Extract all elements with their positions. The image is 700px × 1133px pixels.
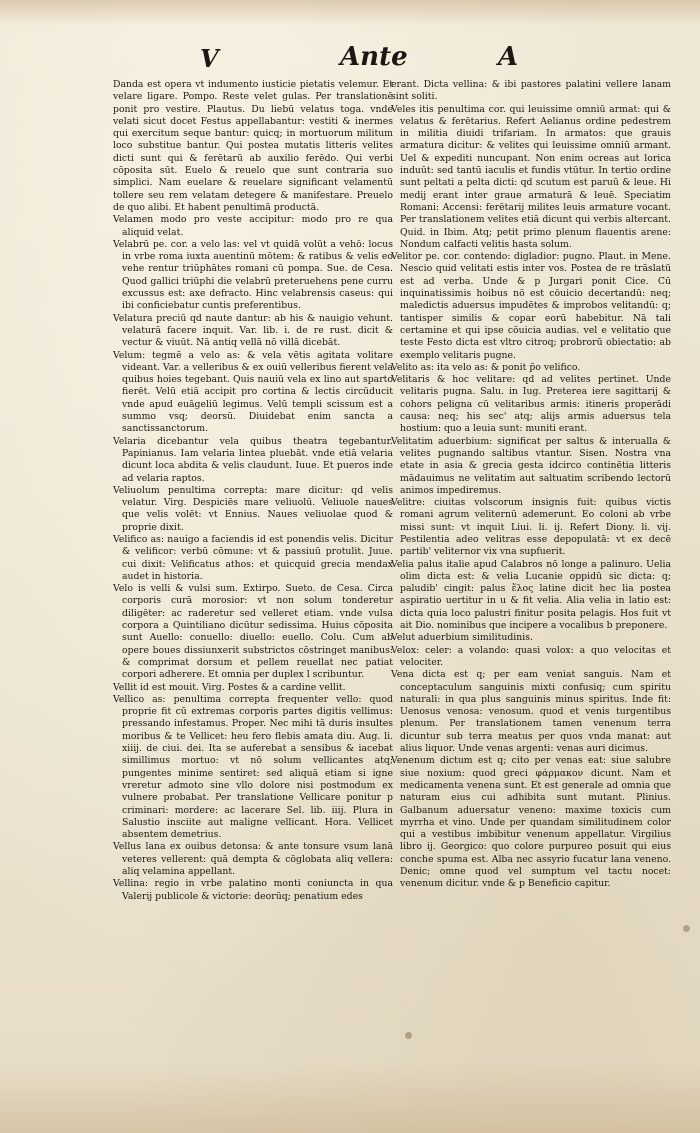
header-title: Ante <box>340 42 408 72</box>
header-letter-right: A <box>498 42 519 72</box>
dictionary-entry: Velaria dicebantur vela quibus theatra tegebantur. Papinianus. Iam velaria lintea pluebāt. vnde etiā velaria dicunt loca abdita & velis claudunt. Iuue. Et pueros inde ad velaria raptos. <box>113 435 393 484</box>
page-blemish <box>683 925 690 932</box>
page-blemish <box>405 1032 412 1039</box>
left-text-column <box>113 79 393 903</box>
dictionary-entry: Velut aduerbium similitudinis. <box>391 632 533 644</box>
dictionary-entry: Vellit id est mouit. Virg. Postes & a cardine vellit. <box>113 681 346 693</box>
dictionary-entry: Venenum dictum est q; cito per venas eat: siue salubre siue noxium: quod greci φάρμακον dicunt. Nam et medicamenta venena sunt. Et est generale ad omnia que naturam eius cui adhibita sunt mutant. Plinius. Galbanum aduersatur veneno: maxime toxicis cum myrrha et vino. Unde per quandam similitudinem color qui a vestibus imbibitur venenum appellatur. Virgilius libro ij. Georgico: quo colore purpureo posuit qui eius conche spuma est. Alba nec assyrio fucatur lana veneno. Denic; omne quod vel sumptum vel tactu nocet: venenum dicitur. vnde & p Beneficio capitur. <box>391 755 671 890</box>
running-header <box>0 38 700 78</box>
dictionary-entry: Danda est opera vt indumento iusticie pietatis velemur. Et velare ligare. Pompo. Reste velet gulas. Per translationē ponit pro vestire. Plautus. Du liebū velatus toga. vnde velati sicut docet Festus appellabantur: vestiti & inermes qui exercitum seque bantur: quicq; in mortuorum militum loco substitue bantur. Qui postea mutatis litteris velites dicti sunt qui & ferētarū ab auxilio ferēdo. Qui verbi cōposita sūt. Euelo & reuelo que sunt contraria suo simplici. Nam euelare & reuelare significant velamentū tollere seu rem velatam detegere & manifestare. Preuelo de quo alibi. Et habent penultimā productā. <box>113 79 393 213</box>
header-letter-left: V <box>200 44 219 73</box>
page-stain-top <box>0 0 700 26</box>
dictionary-entry: Veles itis penultima cor. qui leuissime omniū armat: qui & velatus & ferētarius. Refert Aelianus ordine pedestrem in militia diuidi trifariam. In armatos: que grauis armatura dicitur: & velites qui leuissime omniū armant. Uel & expediti nuncupant. Non enim ocreas aut lorica induūt: sed tantū iaculis et fundis vtūtur. In tertio ordine sunt peltati a pelta dicti: qd scutum est paruū & leue. Hi medij erant inter graue armaturā & leuē. Speciatim Romani: Accensi: ferētarij milites leuis armature vocant. Per translationem velites etiā dicunt qui verbis altercant. Quid. in Ibim. Atq; petit primo plenum flauentis arene: Nondum calfacti velitis hasta solum. <box>391 103 671 250</box>
dictionary-entry: Velito as: ita velo as: & ponit p̄o velifico. <box>391 361 581 373</box>
page-stain-bottom <box>0 1063 700 1133</box>
dictionary-entry: Vellina: regio in vrbe palatino monti coniuncta in qua Valerij publicole & victorie: deorūq; penatium edes <box>113 878 393 902</box>
dictionary-entry: erant. Dicta vellina: & ibi pastores palatini vellere lanam sint soliti. <box>391 79 671 103</box>
dictionary-entry: Vellus lana ex ouibus detonsa: & ante tonsure vsum lanā veteres vellerent: quā dempta & cōglobata aliq vellera: aliq velamina appellant. <box>113 841 393 877</box>
dictionary-entry: Veliuolum penultima correpta: mare dicitur: qd velis velatur. Virg. Despiciēs mare veliuolū. Veliuole naues que velis volēt: vt Ennius. Naues veliuolae quod & proprie dixit. <box>113 484 393 533</box>
dictionary-entry: Velatura preciū qd naute dantur: ab his & nauigio vehunt. velaturā facere inquit. Var. lib. i. de re rust. dicit & vectur & viuūt. Nā antiq vellā nō villā dicebāt. <box>113 312 393 349</box>
dictionary-entry: Velitre: ciuitas volscorum insignis fuit: quibus victis romani agrum veliternū ademerunt. Eo coloni ab vrbe missi sunt: vt inquit Liui. li. ij. Refert Diony. li. vij. Pestilentia adeo velitras esse depopulatā: vt ex decē partib' veliternor vix vna supfuerit. <box>391 497 671 558</box>
dictionary-entry: Velabrū pe. cor. a velo las: vel vt quidā volūt a vehō: locus in vrbe roma iuxta auentinū mōtem: & ratibus & velis eo vehe rentur triūphātes romani cū pompa. Sue. de Cesa. Quod gallici triūphi die velabrū preteruehens pene curru excussus est: axe defracto. Hinc velabrensis caseus: qui ibi conficiebatur cuntis preferentibus. <box>113 238 393 312</box>
dictionary-entry: Velitor pe. cor. contendo: digladior: pugno. Plaut. in Mene. Nescio quid velitati estis inter vos. Postea de re trāslatū est ad verba. Unde & p Jurgari ponit Cice. Cū inquinatissimis hoibus nō est cōuicio decertandū: neq; maledictis aduersus impudētes & improbos velitandū: q; tantisper similis & copar eorū habebitur. Nā tali certamine et qui ipse cōuicia audias. vel e velitatio que teste Festo dicta est vltro citroq; probrorū obiectatio: ab exemplo velitaris pugne. <box>391 251 671 361</box>
right-text-column <box>391 79 671 891</box>
dictionary-entry: Velifico as: nauigo a faciendis id est ponendis velis. Dicitur & velificor: verbū cōmune: vt & passiuū protulit. Juue. cui dixit: Velificatus athos: et quicquid grecia mendax audet in historia. <box>113 533 393 582</box>
dictionary-entry: Velitatim aduerbium: significat per saltus & interualla & velites pugnando saltibus vtantur. Sisen. Nostra vna etate in asia & grecia gesta idcirco continētia litteris mādauimus ne velitatim aut saltuatim scribendo lectorū animos impediremus. <box>391 435 671 496</box>
dictionary-entry: Vena dicta est q; per eam veniat sanguis. Nam et conceptaculum sanguinis mixti confusiq; cum spiritu naturali: in qua plus sanguinis minus spiritus. Inde fit: Uenosus venosa: venosum. quod et venis turgentibus plenum. Per translationem tamen venenum terra dicuntur sub terra meatus per quos vnda manat: aut alius liquor. Unde venas argenti: venas auri dicimus. <box>391 669 671 755</box>
dictionary-entry: Velum: tegmē a velo as: & vela vētis agitata volitare videant. Var. a velleribus & ex ouiū velleribus fierent vela quibus hoies tegebant. Quis nauiū vela ex lino aut sparto fierēt. Velū etiā accipit pro cortina & lectis circūducit vnde apud euāgeliū legimus. Velū templi scissum est a summo vsq; deorsū. Diuidebat enim sancta a sanctissanctorum. <box>113 349 393 435</box>
dictionary-entry: Velia palus italie apud Calabros nō longe a palinuro. Uelia olim dicta est: & velia Lucanie oppidū sic dicta: q; paludib' cingit: palus ἕλος latine dicit hec lia postea aspiratio uertitur in u & fit velia. Alia velia in latio est: dicta quia loco palustri finitur posita pelagis. Hos fuit vt ait Dio. nominibus que incipere a vocalibus b preponere. <box>391 558 671 632</box>
dictionary-entry: Velitaris & hoc velitare: qd ad velites pertinet. Unde velitaris pugna. Salu. in Iug. Preterea iere sagittarij & cohors peligna cū velitaribus armis: itineris properādi causa: neq; his sec' atq; alijs armis aduersus tela hostium: quo a leuia sunt: muniti erant. <box>391 374 671 435</box>
dictionary-entry: Vellico as: penultima correpta frequenter vello: quod proprie fit cū extremas corporis partes digitis vellimus: pressando infestamus. Proper. Nec mihi tā duris insultes moribus & te Vellicet: heu fero flebis amata diu. Aug. li. xiiij. de ciui. dei. Ita se auferebat a sensibus & iacebat simillimus mortuo: vt nō solum vellicantes atq; pungentes minime sentiret: sed aliquā etiam si igne vreretur admoto sine vllo dolore nisi postmodum ex vulnere probabat. Per translatione Vellicare ponitur p criminari: mordere: ac lacerare Sel. lib. iiij. Plura in Salustio insciite aut maligne vellicant. Hora. Vellicet absentem demetrius. <box>113 693 393 841</box>
dictionary-entry: Velo is velli & vulsi sum. Extirpo. Sueto. de Cesa. Circa corporis curā morosior: vt non solum tonderetur diligēter: ac raderetur sed velleret etiam. vnde vulsa corpora a Quintiliano dicūtur sedissima. Huius cōposita sunt Auello: conuello: diuello: euello. Colu. Cum ab opere boues dissiunxerit substrictos cōstringet manibus: & comprimat dorsum et pellem reuellat nec patiat corpori adherere. Et omnia per duplex l scribuntur. <box>113 583 393 681</box>
dictionary-entry: Velox: celer: a volando: quasi volox: a quo velocitas et velociter. <box>391 644 671 668</box>
dictionary-entry: Velamen modo pro veste accipitur: modo pro re qua aliquid velat. <box>113 214 393 238</box>
